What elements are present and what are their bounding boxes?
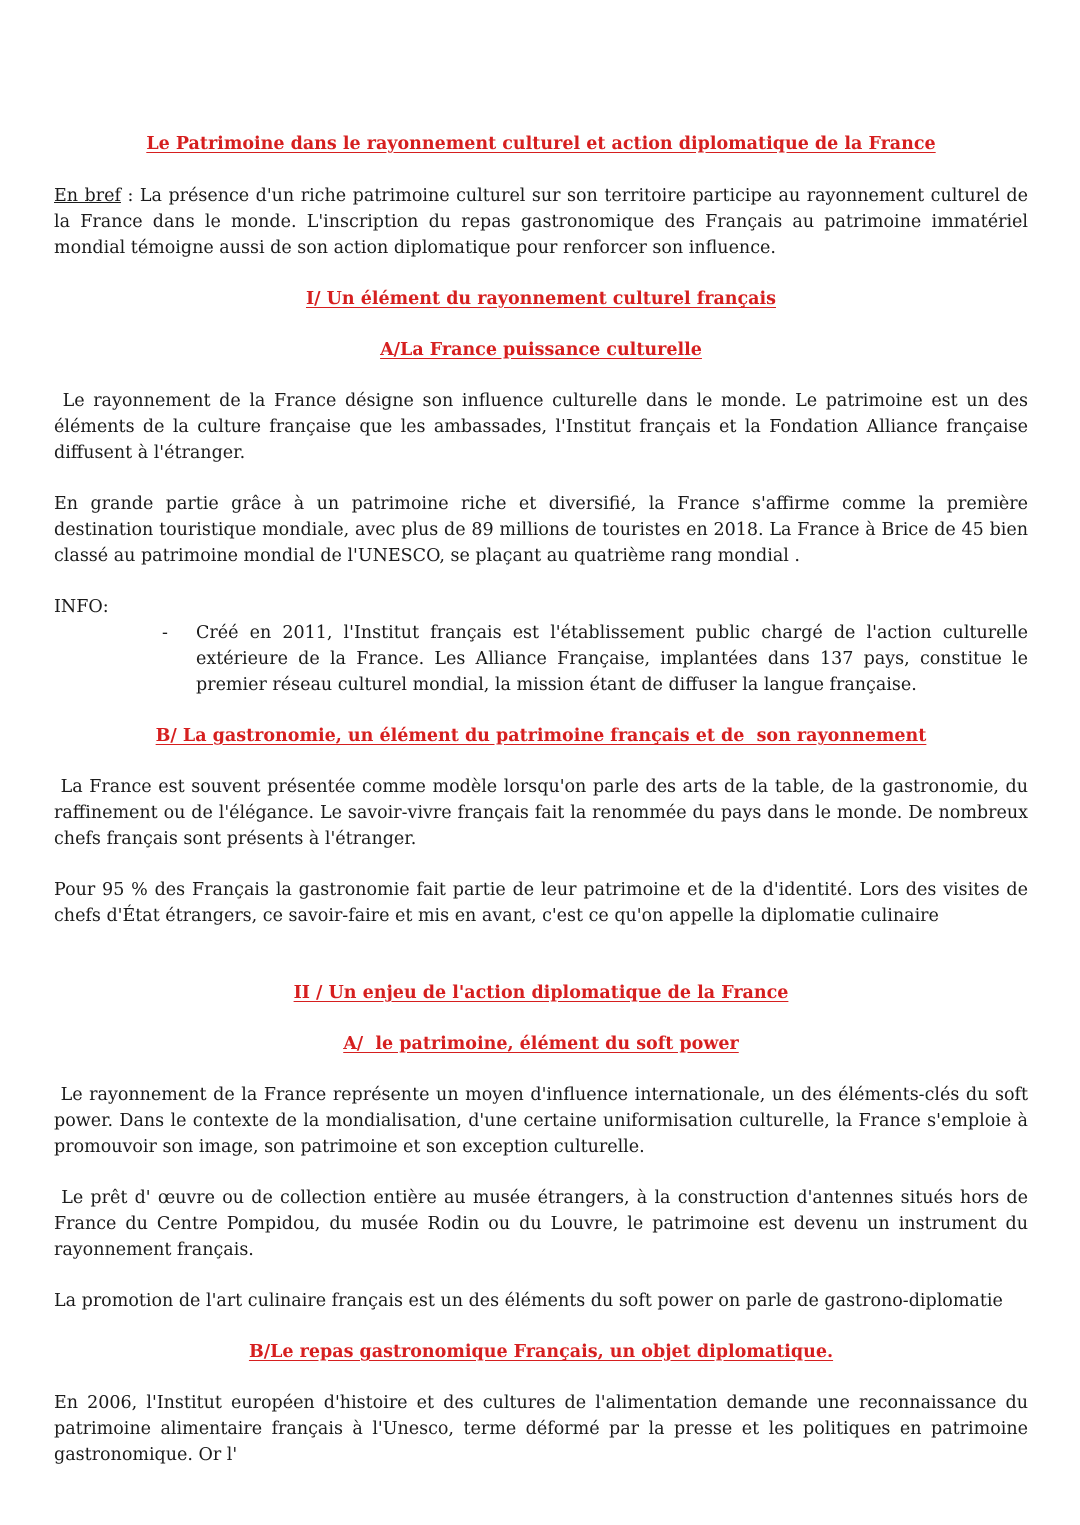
section-2b-paragraph-1: En 2006, l'Institut européen d'histoire et des cultures de l'alimentation demande une reconnaissance du patrimoine alimentaire français à l'Unesco, terme déformé par la presse et les politiques en patrimoine gastronomique. Or l' (54, 1393, 1028, 1465)
info-text: Créé en 2011, l'Institut français est l'établissement public chargé de l'action culturelle extérieure de la France. Les Alliance Française, implantées dans 137 pays, constitue le premier réseau culturel mondial, la mission étant de diffuser la langue française. (196, 623, 1028, 695)
section-2a-paragraph-1: Le rayonnement de la France représente un moyen d'influence internationale, un des éléments-clés du soft power. Dans le contexte de la mondialisation, d'une certaine uniformisation culturelle, la France s'emploie à promouvoir son image, son patrimoine et son exception culturelle. (54, 1085, 1034, 1157)
intro-label: En bref (54, 186, 121, 206)
intro-separator: : (120, 186, 140, 206)
section-1b-heading: B/ La gastronomie, un élément du patrimoine français et de son rayonnement (155, 726, 927, 746)
info-label: INFO: (54, 597, 109, 617)
section-1-heading: I/ Un élément du rayonnement culturel français (305, 289, 777, 309)
section-2-heading: II / Un enjeu de l'action diplomatique de la France (293, 983, 789, 1003)
list-dash: - (162, 623, 168, 643)
section-1b-paragraph-1: La France est souvent présentée comme modèle lorsqu'on parle des arts de la table, de la gastronomie, du raffinement ou de l'élégance. Le savoir-vivre français fait la renommée du pays dans le monde. De nombreux chefs français sont présents à l'étranger. (54, 777, 1034, 849)
section-1a-paragraph-2: En grande partie grâce à un patrimoine riche et diversifié, la France s'affirme comme la première destination touristique mondiale, avec plus de 89 millions de touristes en 2018. La France à Brice de 45 bien classé au patrimoine mondial de l'UNESCO, se plaçant au quatrième rang mondial . (54, 494, 1028, 566)
section-2a-heading: A/ le patrimoine, élément du soft power (343, 1034, 739, 1054)
section-2b-heading: B/Le repas gastronomique Français, un objet diplomatique. (248, 1342, 834, 1362)
intro-text: La présence d'un riche patrimoine culturel sur son territoire participe au rayonnement culturel de la France dans le monde. L'inscription du repas gastronomique des Français au patrimoine immatériel mondial témoigne aussi de son action diplomatique pour renforcer son influence. (54, 186, 1028, 258)
section-2a-paragraph-3: La promotion de l'art culinaire français est un des éléments du soft power on parle de gastrono-diplomatie (54, 1291, 1003, 1311)
section-1a-paragraph-1: Le rayonnement de la France désigne son influence culturelle dans le monde. Le patrimoine est un des éléments de la culture française que les ambassades, l'Institut français et la Fondation Alliance française diffusent à l'étranger. (54, 391, 1034, 463)
section-1b-paragraph-2: Pour 95 % des Français la gastronomie fait partie de leur patrimoine et de la d'identité. Lors des visites de chefs d'État étrangers, ce savoir-faire et mis en avant, c'est ce qu'on appelle la diplomatie culinaire (54, 880, 1028, 926)
section-1a-heading: A/La France puissance culturelle (380, 340, 702, 360)
document-title: Le Patrimoine dans le rayonnement culturel et action diplomatique de la France (146, 134, 936, 154)
intro-paragraph (54, 183, 1028, 261)
info-list-item (162, 620, 1028, 698)
section-2a-paragraph-2: Le prêt d' œuvre ou de collection entière au musée étrangers, à la construction d'antennes situés hors de France du Centre Pompidou, du musée Rodin ou du Louvre, le patrimoine est devenu un instrument du rayonnement français. (54, 1188, 1034, 1260)
